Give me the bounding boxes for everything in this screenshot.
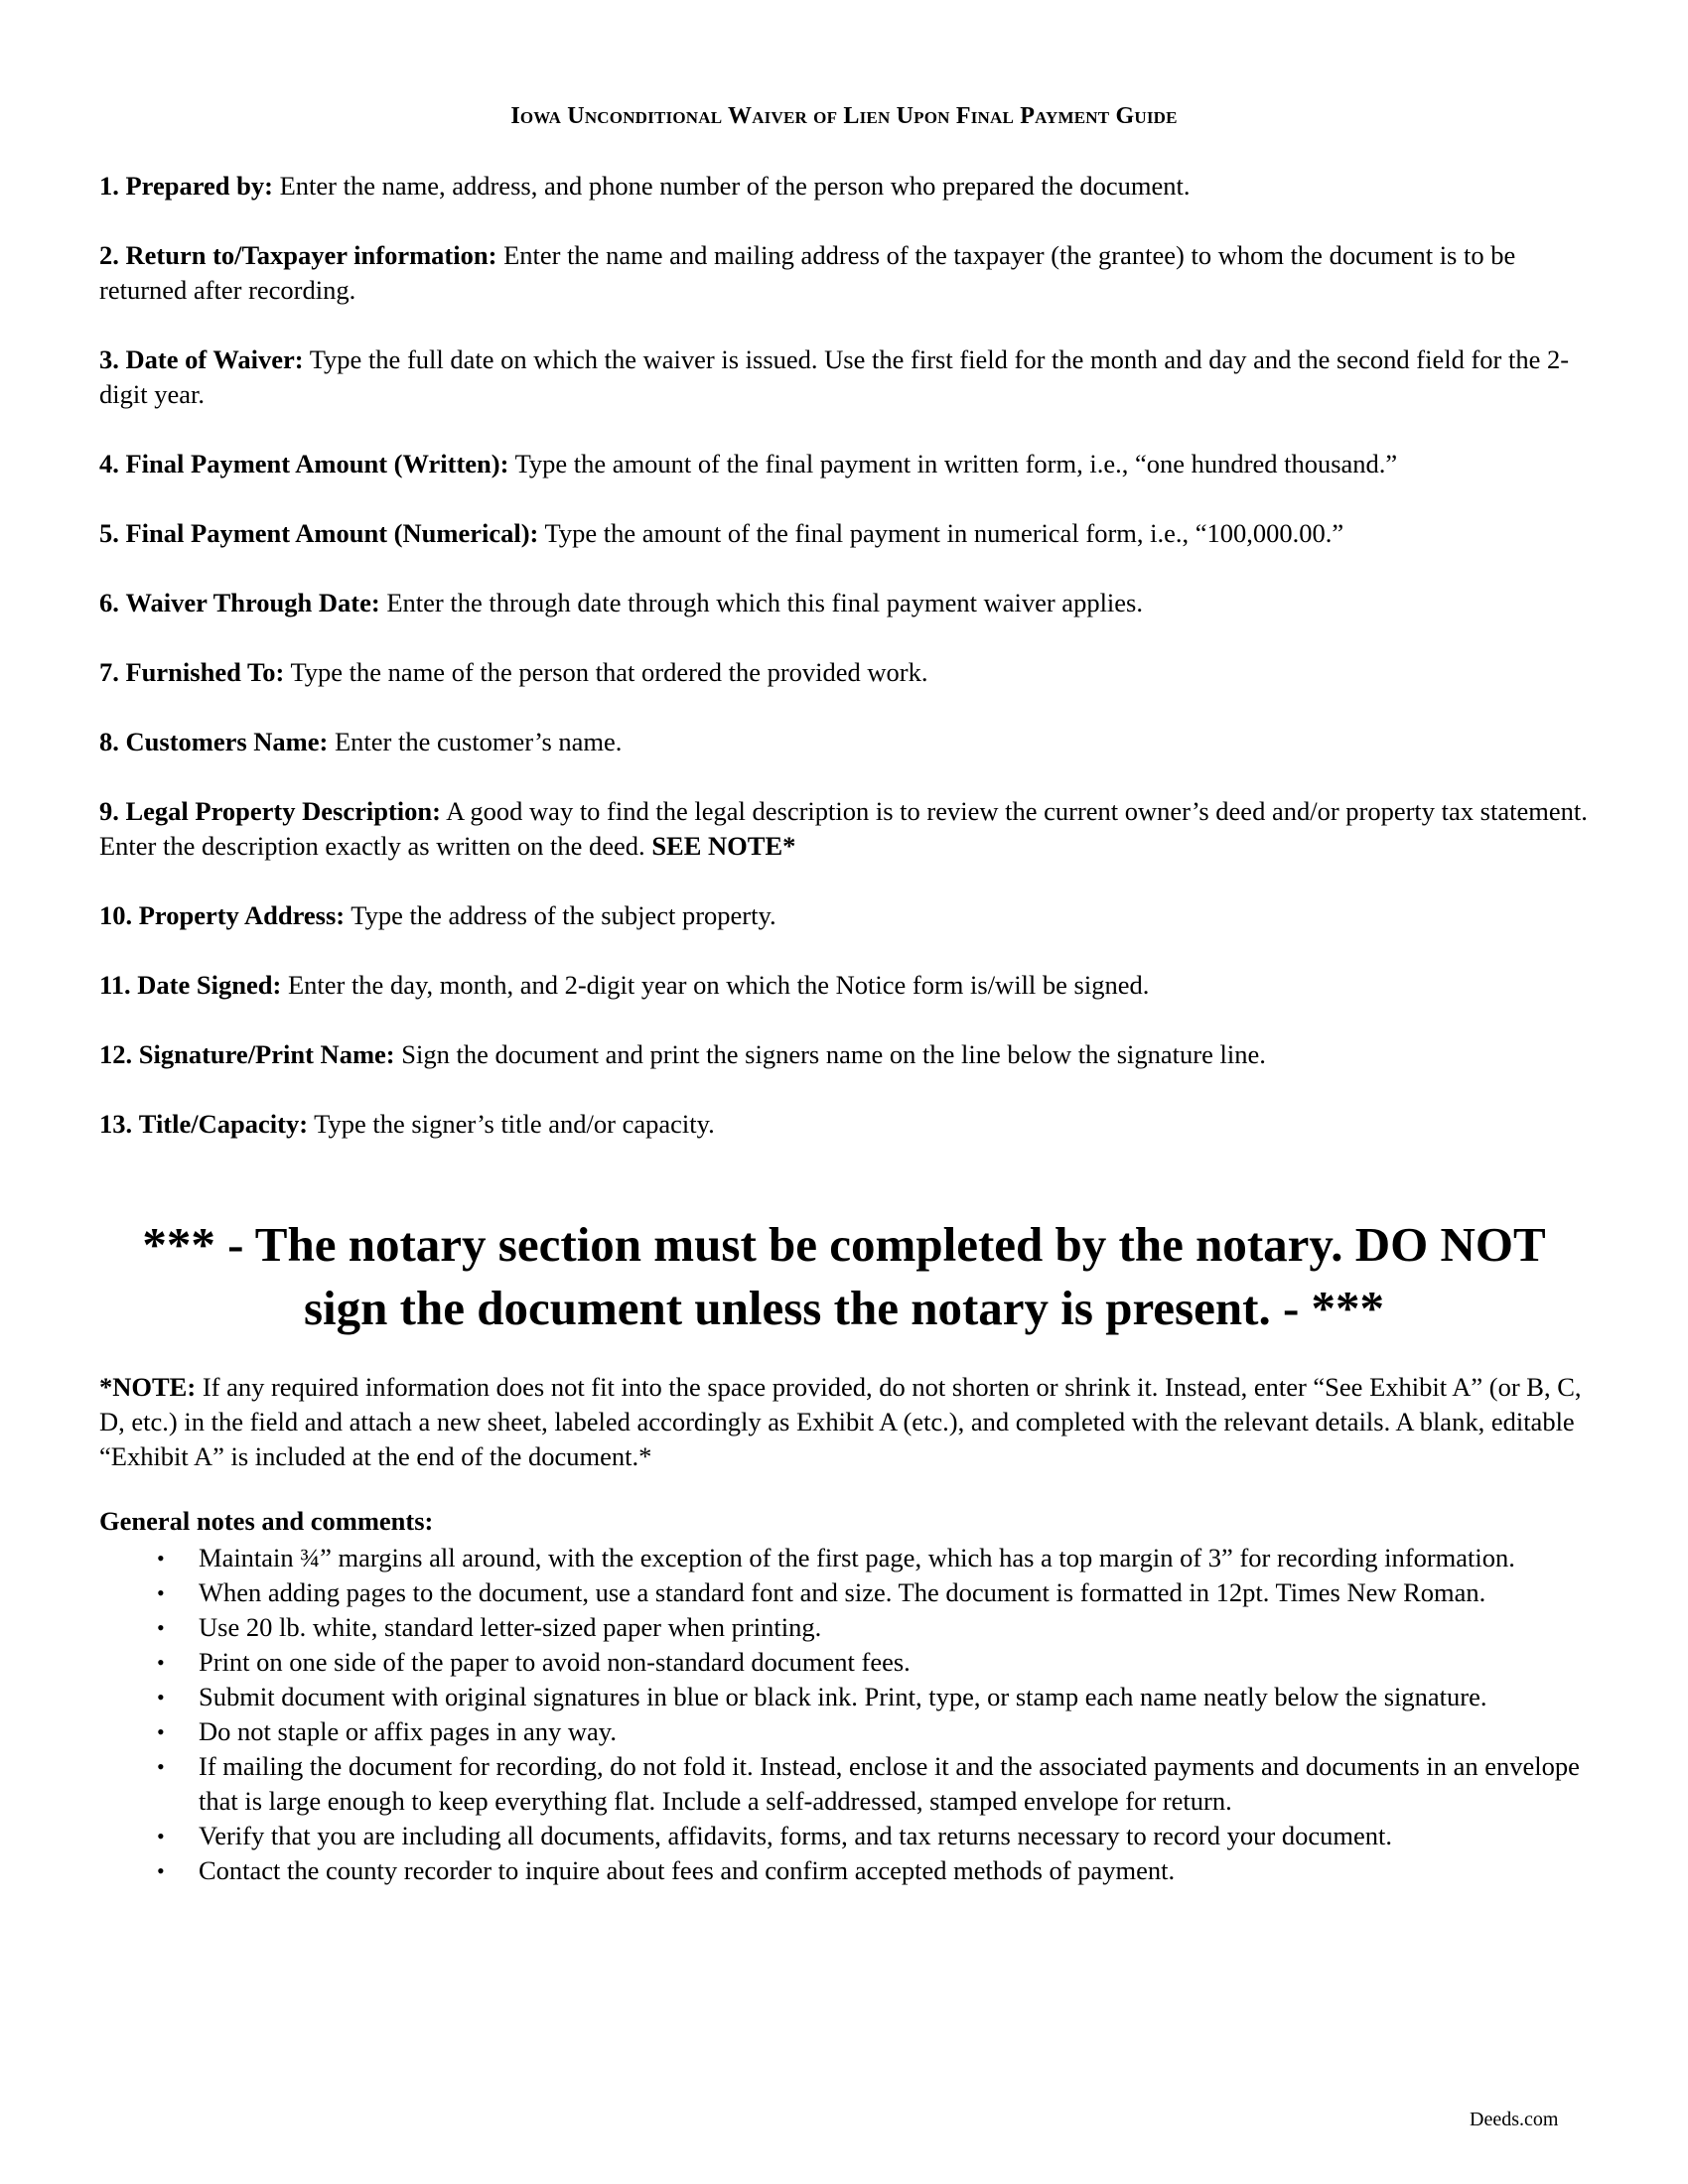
- list-item-text: Maintain ¾” margins all around, with the exception of the first page, which has a top margin of 3” for recording information.: [199, 1543, 1515, 1572]
- instruction-list: [99, 169, 1589, 1176]
- instruction-item: [99, 169, 1589, 204]
- list-item-text: Verify that you are including all documents, affidavits, forms, and tax returns necessary to record your document.: [199, 1821, 1392, 1850]
- list-item: [99, 1819, 1589, 1853]
- item-number: 6.: [99, 588, 119, 617]
- item-label: Customers Name:: [125, 727, 329, 756]
- item-label: Waiver Through Date:: [125, 588, 380, 617]
- instruction-item: [99, 447, 1589, 481]
- item-text: Enter the name and mailing address of the taxpayer (the grantee) to whom the document is to be returned after recording.: [99, 240, 1516, 305]
- notary-warning: *** - The notary section must be completed by the notary. DO NOT sign the document unless the notary is present. - ***: [142, 1217, 1546, 1335]
- list-item: [99, 1541, 1589, 1575]
- item-label: Furnished To:: [125, 657, 285, 687]
- item-label: Prepared by:: [125, 171, 273, 201]
- bullet-icon: •: [157, 1650, 165, 1675]
- document-title: Iowa Unconditional Waiver of Lien Upon Final Payment Guide: [510, 103, 1178, 129]
- item-number: 3.: [99, 344, 119, 374]
- bullet-icon: •: [157, 1580, 165, 1605]
- item-label: Legal Property Description:: [125, 796, 441, 826]
- footer-brand: Deeds.com: [1470, 2109, 1559, 2130]
- item-text: Type the amount of the final payment in written form, i.e., “one hundred thousand.”: [508, 449, 1398, 478]
- general-notes-heading: General notes and comments:: [99, 1506, 434, 1536]
- item-number: 10.: [99, 900, 133, 930]
- exhibit-note: [99, 1370, 1589, 1474]
- list-item-text: When adding pages to the document, use a standard font and size. The document is formatted in 12pt. Times New Roman.: [199, 1577, 1486, 1607]
- list-item: [99, 1714, 1589, 1749]
- instruction-item: [99, 725, 1589, 759]
- bullet-icon: •: [157, 1754, 165, 1779]
- item-text: Type the name of the person that ordered the provided work.: [284, 657, 928, 687]
- item-label: Property Address:: [138, 900, 346, 930]
- item-label: Final Payment Amount (Numerical):: [125, 518, 539, 548]
- instruction-item: [99, 238, 1589, 308]
- bullet-icon: •: [157, 1719, 165, 1744]
- bullet-icon: •: [157, 1685, 165, 1709]
- item-number: 13.: [99, 1109, 133, 1139]
- item-number: 5.: [99, 518, 119, 548]
- list-item-text: Submit document with original signatures in blue or black ink. Print, type, or stamp each name neatly below the signature.: [199, 1682, 1487, 1711]
- instruction-item: [99, 1107, 1589, 1142]
- note-label: *NOTE:: [99, 1372, 197, 1402]
- bullet-icon: •: [157, 1546, 165, 1570]
- item-label: Final Payment Amount (Written):: [125, 449, 509, 478]
- bullet-icon: •: [157, 1858, 165, 1883]
- instruction-item: [99, 516, 1589, 551]
- list-item-text: Use 20 lb. white, standard letter-sized paper when printing.: [199, 1612, 822, 1642]
- bullet-icon: •: [157, 1615, 165, 1640]
- item-number: 9.: [99, 796, 119, 826]
- list-item-text: Contact the county recorder to inquire about fees and confirm accepted methods of payment.: [199, 1855, 1176, 1885]
- item-text: Enter the customer’s name.: [328, 727, 623, 756]
- item-label: Date of Waiver:: [125, 344, 304, 374]
- instruction-item: [99, 794, 1589, 864]
- item-label: Signature/Print Name:: [138, 1039, 395, 1069]
- item-text: Sign the document and print the signers name on the line below the signature line.: [394, 1039, 1266, 1069]
- item-text: A good way to find the legal description is to review the current owner’s deed and/or property tax statement. Enter the description exactly as written on the deed.: [99, 796, 1588, 861]
- item-label: Title/Capacity:: [138, 1109, 309, 1139]
- list-item-text: If mailing the document for recording, do not fold it. Instead, enclose it and the associated payments and documents in an envelope that is large enough to keep everything flat. Include a self-addressed, stamped envelope for return.: [199, 1751, 1580, 1816]
- item-number: 4.: [99, 449, 119, 478]
- item-text: Type the full date on which the waiver is issued. Use the first field for the month and day and the second field for the 2-digit year.: [99, 344, 1570, 409]
- list-item: [99, 1575, 1589, 1610]
- item-number: 2.: [99, 240, 119, 270]
- item-number: 12.: [99, 1039, 133, 1069]
- general-notes-list: [99, 1541, 1589, 1888]
- item-text: Enter the day, month, and 2-digit year on which the Notice form is/will be signed.: [281, 970, 1150, 1000]
- list-item: [99, 1680, 1589, 1714]
- item-label: Return to/Taxpayer information:: [125, 240, 497, 270]
- instruction-item: [99, 586, 1589, 620]
- item-text: Type the address of the subject property.: [345, 900, 776, 930]
- instruction-item: [99, 1037, 1589, 1072]
- list-item: [99, 1645, 1589, 1680]
- item-label: Date Signed:: [137, 970, 282, 1000]
- item-number: 7.: [99, 657, 119, 687]
- item-text: Type the signer’s title and/or capacity.: [308, 1109, 715, 1139]
- item-number: 1.: [99, 171, 119, 201]
- item-number: 8.: [99, 727, 119, 756]
- instruction-item: [99, 968, 1589, 1003]
- note-text: If any required information does not fit into the space provided, do not shorten or shrink it. Instead, enter “See Exhibit A” (or B, C, D, etc.) in the field and attach a new sheet, labeled accordingly as Exhibit A (etc.), and completed with the relevant details. A blank, editable “Exhibit A” is included at the end of the document.*: [99, 1372, 1582, 1471]
- bullet-icon: •: [157, 1824, 165, 1848]
- item-tail: SEE NOTE*: [651, 831, 796, 861]
- item-text: Enter the through date through which this final payment waiver applies.: [379, 588, 1143, 617]
- instruction-item: [99, 655, 1589, 690]
- list-item-text: Print on one side of the paper to avoid non-standard document fees.: [199, 1647, 911, 1677]
- instruction-item: [99, 898, 1589, 933]
- list-item: [99, 1610, 1589, 1645]
- list-item: [99, 1749, 1589, 1819]
- list-item-text: Do not staple or affix pages in any way.: [199, 1716, 617, 1746]
- item-text: Enter the name, address, and phone number of the person who prepared the document.: [272, 171, 1191, 201]
- item-text: Type the amount of the final payment in numerical form, i.e., “100,000.00.”: [538, 518, 1344, 548]
- list-item: [99, 1853, 1589, 1888]
- item-number: 11.: [99, 970, 131, 1000]
- instruction-item: [99, 342, 1589, 412]
